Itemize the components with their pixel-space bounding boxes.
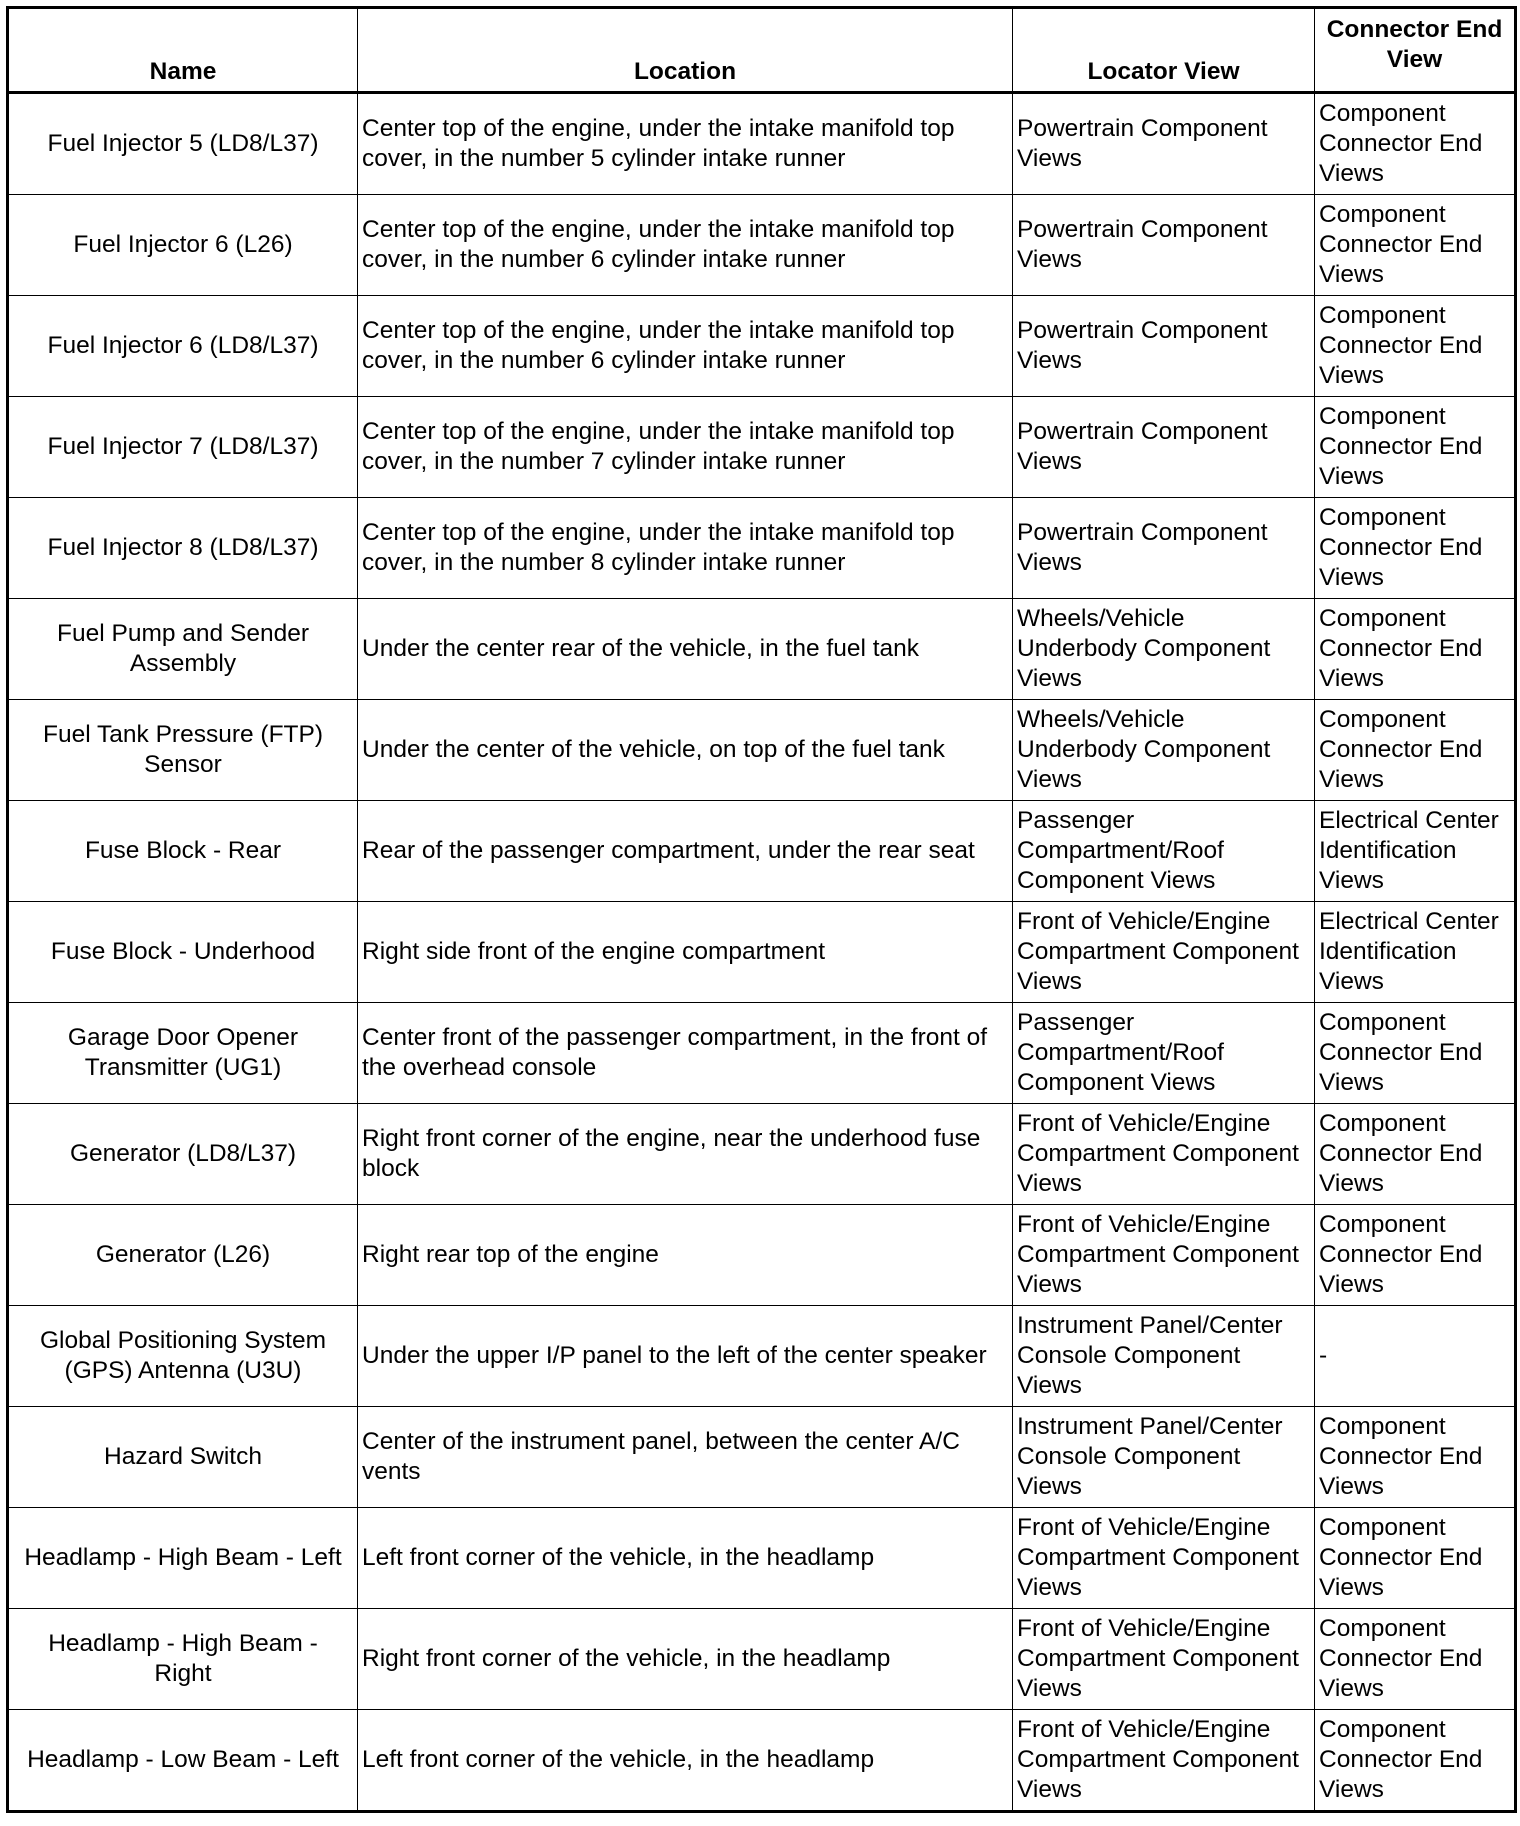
cell-locator-view: Front of Vehicle/Engine Compartment Component Views: [1013, 1508, 1315, 1609]
cell-name: Garage Door Opener Transmitter (UG1): [8, 1003, 358, 1104]
cell-connector-end-view: Component Connector End Views: [1315, 296, 1516, 397]
table-header: [8, 8, 1516, 93]
cell-locator-view: Instrument Panel/Center Console Component Views: [1013, 1306, 1315, 1407]
cell-locator-view: Passenger Compartment/Roof Component Views: [1013, 1003, 1315, 1104]
cell-name: Fuel Injector 8 (LD8/L37): [8, 498, 358, 599]
cell-connector-end-view: Component Connector End Views: [1315, 1407, 1516, 1508]
cell-name: Fuse Block - Rear: [8, 801, 358, 902]
table-row: [8, 296, 1516, 397]
table-row: [8, 1205, 1516, 1306]
cell-location: Right rear top of the engine: [358, 1205, 1013, 1306]
cell-locator-view: Powertrain Component Views: [1013, 195, 1315, 296]
cell-locator-view: Front of Vehicle/Engine Compartment Component Views: [1013, 1609, 1315, 1710]
table-row: [8, 1003, 1516, 1104]
table-row: [8, 1306, 1516, 1407]
cell-location: Center top of the engine, under the intake manifold top cover, in the number 7 cylinder intake runner: [358, 397, 1013, 498]
cell-connector-end-view: Component Connector End Views: [1315, 1205, 1516, 1306]
cell-connector-end-view: Component Connector End Views: [1315, 397, 1516, 498]
header-name: Name: [8, 8, 358, 93]
table-row: [8, 195, 1516, 296]
table-row: [8, 397, 1516, 498]
cell-name: Fuel Injector 6 (LD8/L37): [8, 296, 358, 397]
cell-locator-view: Instrument Panel/Center Console Component Views: [1013, 1407, 1315, 1508]
cell-connector-end-view: Component Connector End Views: [1315, 1710, 1516, 1812]
table-row: [8, 1407, 1516, 1508]
cell-location: Center top of the engine, under the intake manifold top cover, in the number 6 cylinder intake runner: [358, 296, 1013, 397]
cell-location: Under the center of the vehicle, on top of the fuel tank: [358, 700, 1013, 801]
cell-connector-end-view: Component Connector End Views: [1315, 599, 1516, 700]
cell-connector-end-view: Component Connector End Views: [1315, 1104, 1516, 1205]
table-row: [8, 700, 1516, 801]
cell-name: Fuel Pump and Sender Assembly: [8, 599, 358, 700]
table-row: [8, 1104, 1516, 1205]
table-row: [8, 1710, 1516, 1812]
header-locator-view: Locator View: [1013, 8, 1315, 93]
cell-location: Rear of the passenger compartment, under the rear seat: [358, 801, 1013, 902]
cell-locator-view: Powertrain Component Views: [1013, 296, 1315, 397]
cell-location: Under the center rear of the vehicle, in the fuel tank: [358, 599, 1013, 700]
header-connector-end-view: Connector End View: [1315, 8, 1516, 93]
cell-locator-view: Front of Vehicle/Engine Compartment Component Views: [1013, 1205, 1315, 1306]
cell-locator-view: Front of Vehicle/Engine Compartment Component Views: [1013, 1104, 1315, 1205]
table-row: [8, 1508, 1516, 1609]
cell-connector-end-view: Component Connector End Views: [1315, 1508, 1516, 1609]
cell-name: Hazard Switch: [8, 1407, 358, 1508]
table-row: [8, 93, 1516, 195]
table-body: [8, 93, 1516, 1812]
cell-connector-end-view: Electrical Center Identification Views: [1315, 801, 1516, 902]
cell-locator-view: Powertrain Component Views: [1013, 498, 1315, 599]
cell-location: Under the upper I/P panel to the left of the center speaker: [358, 1306, 1013, 1407]
cell-name: Headlamp - High Beam - Left: [8, 1508, 358, 1609]
cell-location: Right side front of the engine compartment: [358, 902, 1013, 1003]
cell-connector-end-view: Component Connector End Views: [1315, 1003, 1516, 1104]
cell-connector-end-view: Component Connector End Views: [1315, 1609, 1516, 1710]
cell-name: Fuel Injector 7 (LD8/L37): [8, 397, 358, 498]
cell-locator-view: Front of Vehicle/Engine Compartment Component Views: [1013, 1710, 1315, 1812]
table-row: [8, 498, 1516, 599]
table-row: [8, 902, 1516, 1003]
header-row: [8, 8, 1516, 93]
cell-name: Fuel Injector 5 (LD8/L37): [8, 93, 358, 195]
cell-name: Global Positioning System (GPS) Antenna (U3U): [8, 1306, 358, 1407]
cell-name: Fuse Block - Underhood: [8, 902, 358, 1003]
table-row: [8, 599, 1516, 700]
cell-location: Center top of the engine, under the intake manifold top cover, in the number 6 cylinder intake runner: [358, 195, 1013, 296]
cell-location: Center top of the engine, under the intake manifold top cover, in the number 5 cylinder intake runner: [358, 93, 1013, 195]
header-location: Location: [358, 8, 1013, 93]
cell-connector-end-view: Component Connector End Views: [1315, 498, 1516, 599]
cell-locator-view: Passenger Compartment/Roof Component Views: [1013, 801, 1315, 902]
cell-name: Headlamp - Low Beam - Left: [8, 1710, 358, 1812]
table-row: [8, 1609, 1516, 1710]
cell-location: Right front corner of the engine, near the underhood fuse block: [358, 1104, 1013, 1205]
cell-location: Center front of the passenger compartment, in the front of the overhead console: [358, 1003, 1013, 1104]
cell-location: Left front corner of the vehicle, in the headlamp: [358, 1508, 1013, 1609]
cell-locator-view: Wheels/Vehicle Underbody Component Views: [1013, 700, 1315, 801]
cell-location: Center of the instrument panel, between the center A/C vents: [358, 1407, 1013, 1508]
cell-name: Fuel Injector 6 (L26): [8, 195, 358, 296]
cell-location: Left front corner of the vehicle, in the headlamp: [358, 1710, 1013, 1812]
cell-location: Right front corner of the vehicle, in the headlamp: [358, 1609, 1013, 1710]
cell-location: Center top of the engine, under the intake manifold top cover, in the number 8 cylinder intake runner: [358, 498, 1013, 599]
table-row: [8, 801, 1516, 902]
cell-locator-view: Front of Vehicle/Engine Compartment Component Views: [1013, 902, 1315, 1003]
component-locator-table-container: [6, 6, 1514, 1813]
cell-name: Generator (LD8/L37): [8, 1104, 358, 1205]
cell-locator-view: Powertrain Component Views: [1013, 397, 1315, 498]
cell-connector-end-view: -: [1315, 1306, 1516, 1407]
cell-connector-end-view: Component Connector End Views: [1315, 195, 1516, 296]
component-locator-table: [6, 6, 1517, 1813]
cell-connector-end-view: Electrical Center Identification Views: [1315, 902, 1516, 1003]
cell-name: Generator (L26): [8, 1205, 358, 1306]
cell-connector-end-view: Component Connector End Views: [1315, 93, 1516, 195]
cell-locator-view: Wheels/Vehicle Underbody Component Views: [1013, 599, 1315, 700]
cell-name: Fuel Tank Pressure (FTP) Sensor: [8, 700, 358, 801]
cell-locator-view: Powertrain Component Views: [1013, 93, 1315, 195]
cell-name: Headlamp - High Beam - Right: [8, 1609, 358, 1710]
cell-connector-end-view: Component Connector End Views: [1315, 700, 1516, 801]
